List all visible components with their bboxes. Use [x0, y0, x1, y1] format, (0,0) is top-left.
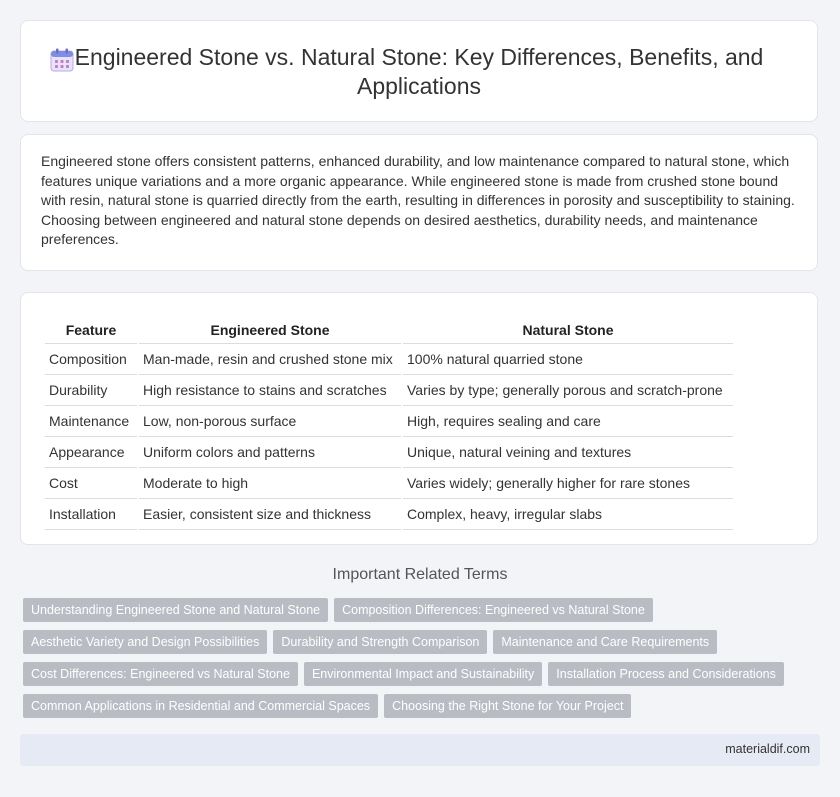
- related-terms-title: Important Related Terms: [332, 566, 508, 583]
- table-row: [45, 344, 733, 375]
- page-title: Engineered Stone vs. Natural Stone: Key Differences, Benefits, and Applications: [74, 44, 764, 99]
- table-cell-natural: Varies by type; generally porous and scratch-prone: [403, 375, 733, 406]
- table-cell-natural: Varies widely; generally higher for rare stones: [403, 468, 733, 499]
- related-term-tag[interactable]: Common Applications in Residential and Commercial Spaces: [23, 694, 378, 718]
- table-cell-feature: Appearance: [45, 437, 137, 468]
- table-row: [45, 406, 733, 437]
- related-term-tag[interactable]: Aesthetic Variety and Design Possibilities: [23, 630, 267, 654]
- related-term-tag[interactable]: Environmental Impact and Sustainability: [304, 662, 542, 686]
- comparison-table: [43, 313, 735, 530]
- comparison-table-card: [20, 292, 818, 545]
- header-engineered-stone: Engineered Stone: [139, 313, 401, 344]
- table-row: [45, 437, 733, 468]
- table-cell-natural: Complex, heavy, irregular slabs: [403, 499, 733, 530]
- table-cell-feature: Cost: [45, 468, 137, 499]
- footer: [20, 734, 820, 766]
- table-cell-engineered: Easier, consistent size and thickness: [139, 499, 401, 530]
- header-card: [20, 20, 818, 122]
- related-term-tag[interactable]: Composition Differences: Engineered vs Natural Stone: [334, 598, 653, 622]
- table-cell-natural: High, requires sealing and care: [403, 406, 733, 437]
- related-term-tag[interactable]: Maintenance and Care Requirements: [493, 630, 717, 654]
- table-row: [45, 468, 733, 499]
- related-term-tag[interactable]: Durability and Strength Comparison: [273, 630, 487, 654]
- related-term-tag[interactable]: Choosing the Right Stone for Your Project: [384, 694, 631, 718]
- table-cell-feature: Composition: [45, 344, 137, 375]
- table-cell-feature: Maintenance: [45, 406, 137, 437]
- table-row: [45, 499, 733, 530]
- table-cell-engineered: Uniform colors and patterns: [139, 437, 401, 468]
- table-row: [45, 375, 733, 406]
- header-natural-stone: Natural Stone: [403, 313, 733, 344]
- footer-site-link[interactable]: materialdif.com: [725, 742, 810, 756]
- header-feature: Feature: [45, 313, 137, 344]
- table-cell-engineered: High resistance to stains and scratches: [139, 375, 401, 406]
- summary-card: [20, 134, 818, 271]
- related-term-tag[interactable]: Installation Process and Considerations: [548, 662, 784, 686]
- related-terms-list: [23, 598, 813, 726]
- table-cell-engineered: Moderate to high: [139, 468, 401, 499]
- table-header-row: [45, 313, 733, 344]
- table-cell-engineered: Man-made, resin and crushed stone mix: [139, 344, 401, 375]
- table-cell-feature: Installation: [45, 499, 137, 530]
- related-term-tag[interactable]: Cost Differences: Engineered vs Natural Stone: [23, 662, 298, 686]
- table-cell-feature: Durability: [45, 375, 137, 406]
- summary-text: Engineered stone offers consistent patterns, enhanced durability, and low maintenance compared to natural stone, which features unique variations and a more organic appearance. While engineered stone is made from crushed stone bound with resin, natural stone is quarried directly from the earth, resulting in differences in porosity and susceptibility to staining. Choosing between engineered and natural stone depends on desired aesthetics, durability needs, and maintenance preferences.: [41, 153, 795, 247]
- table-cell-engineered: Low, non-porous surface: [139, 406, 401, 437]
- table-cell-natural: 100% natural quarried stone: [403, 344, 733, 375]
- related-term-tag[interactable]: Understanding Engineered Stone and Natural Stone: [23, 598, 328, 622]
- table-cell-natural: Unique, natural veining and textures: [403, 437, 733, 468]
